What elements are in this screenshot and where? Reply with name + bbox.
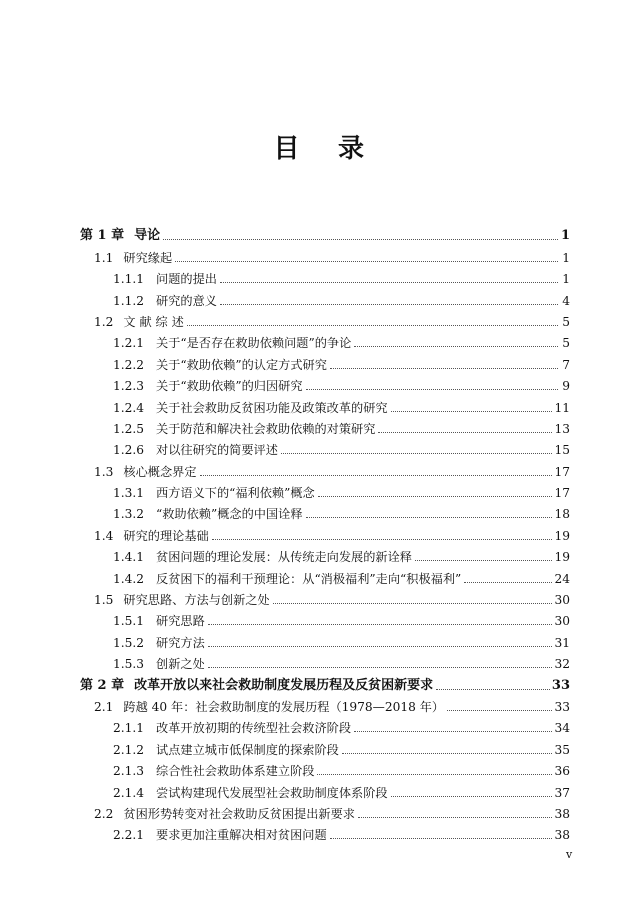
toc-entry-label [113, 272, 217, 286]
toc-entry-title: 研究缘起 [123, 250, 173, 265]
toc-entry-title: 改革开放以来社会救助制度发展历程及反贫困新要求 [134, 677, 434, 693]
toc-entry-label [113, 401, 388, 415]
dot-leader [208, 623, 553, 625]
toc-entry-number: 1.3.2 [113, 507, 145, 522]
toc-entry-title: 核心概念界定 [123, 464, 197, 479]
toc-entry-title: 研究的意义 [156, 293, 217, 308]
toc-entry-section[interactable] [80, 457, 570, 478]
dot-leader [281, 452, 553, 454]
dot-leader [358, 816, 553, 818]
toc-entry-sub[interactable] [80, 329, 570, 350]
toc-entry-number: 2.2 [94, 806, 114, 821]
dot-leader [208, 666, 553, 668]
dot-leader [175, 260, 558, 262]
dot-leader [436, 688, 550, 690]
toc-entry-label [113, 358, 327, 372]
toc-entry-number: 1.4 [94, 528, 114, 543]
toc-entry-label [113, 614, 205, 628]
toc-entry-label [113, 294, 217, 308]
toc-entry-label [80, 679, 433, 693]
toc-entry-label [113, 657, 205, 671]
toc-entry-title: 尝试构建现代发展型社会救助制度体系阶段 [156, 785, 388, 800]
toc-entry-label [113, 507, 303, 521]
toc-entry-title: 跨越 40 年：社会救助制度的发展历程（1978—2018 年） [123, 699, 445, 714]
toc-entry-label [94, 529, 209, 543]
toc-entry-sub[interactable] [80, 607, 570, 628]
toc-entry-label [113, 379, 303, 393]
toc-entry-label [80, 229, 160, 243]
toc-entry-number: 第 2 章 [80, 677, 125, 693]
toc-entry-number: 1.2 [94, 314, 114, 329]
toc-entry-title: “救助依赖”概念的中国诠释 [156, 507, 303, 522]
toc-entry-title: 关于“救助依赖”的认定方式研究 [156, 357, 327, 372]
toc-entry-sub[interactable] [80, 350, 570, 371]
toc-entry-number: 1.2.1 [113, 336, 145, 351]
toc-entry-page: 32 [554, 657, 570, 672]
dot-leader [354, 345, 558, 347]
toc-entry-number: 2.2.1 [113, 828, 145, 843]
toc-entry-label [94, 700, 444, 714]
toc-entry-sub[interactable] [80, 628, 570, 649]
toc-entry-number: 1.1.2 [113, 293, 145, 308]
dot-leader [391, 410, 553, 412]
toc-entry-page: 13 [554, 421, 570, 436]
toc-entry-sub[interactable] [80, 757, 570, 778]
toc-entry-title: 创新之处 [156, 657, 205, 672]
toc-entry-section[interactable] [80, 521, 570, 542]
toc-entry-title: 西方语义下的“福利依赖”概念 [156, 486, 315, 501]
toc-entry-number: 2.1 [94, 699, 114, 714]
dot-leader [306, 516, 553, 518]
title-char-1: 目 [273, 134, 300, 164]
dot-leader [208, 645, 553, 647]
toc-entry-title: 文 献 综 述 [123, 314, 184, 329]
toc-entry-chapter[interactable] [80, 671, 570, 692]
dot-leader [220, 281, 558, 283]
toc-entry-number: 2.1.4 [113, 785, 145, 800]
toc-entry-label [94, 593, 270, 607]
toc-entry-title: 关于“是否存在救助依赖问题”的争论 [156, 336, 352, 351]
toc-entry-chapter[interactable] [80, 222, 570, 243]
dot-leader [318, 495, 553, 497]
toc-entry-title: 综合性社会救助体系建立阶段 [156, 764, 315, 779]
toc-entry-section[interactable] [80, 800, 570, 821]
toc-entry-page: 5 [562, 314, 570, 329]
toc-entry-title: 试点建立城市低保制度的探索阶段 [156, 742, 339, 757]
toc-entry-section[interactable] [80, 693, 570, 714]
toc-entry-title: 贫困问题的理论发展：从传统走向发展的新诠释 [156, 550, 412, 565]
toc-entry-label [113, 336, 351, 350]
toc-entry-page: 5 [562, 336, 570, 351]
page-title [0, 128, 638, 165]
toc-entry-page: 7 [562, 357, 570, 372]
toc-entry-label [113, 721, 351, 735]
toc-entry-label [94, 251, 172, 265]
toc-entry-title: 贫困形势转变对社会救助反贫困提出新要求 [123, 806, 355, 821]
toc-entry-number: 1.3.1 [113, 486, 145, 501]
toc-entry-sub[interactable] [80, 372, 570, 393]
dot-leader [306, 388, 558, 390]
dot-leader [415, 559, 553, 561]
toc-entry-label [113, 486, 315, 500]
toc-entry-title: 关于社会救助反贫困功能及政策改革的研究 [156, 400, 388, 415]
toc-entry-page: 38 [554, 806, 570, 821]
toc-entry-page: 35 [554, 742, 570, 757]
toc-entry-title: 研究的理论基础 [123, 528, 209, 543]
toc-entry-sub[interactable] [80, 500, 570, 521]
toc-entry-section[interactable] [80, 308, 570, 329]
toc-entry-page: 18 [554, 507, 570, 522]
toc-entry-page: 30 [554, 614, 570, 629]
toc-entry-number: 1.2.5 [113, 421, 145, 436]
toc-entry-page: 9 [562, 379, 570, 394]
dot-leader [163, 238, 558, 240]
toc-entry-sub[interactable] [80, 564, 570, 585]
toc-entry-label [94, 315, 184, 329]
toc-entry-sub[interactable] [80, 393, 570, 414]
toc-entry-title: 关于防范和解决社会救助依赖的对策研究 [156, 421, 376, 436]
toc-entry-number: 第 1 章 [80, 228, 125, 244]
toc-entry-label [113, 828, 327, 842]
toc-entry-sub[interactable] [80, 415, 570, 436]
toc-entry-number: 1.2.2 [113, 357, 145, 372]
toc-entry-page: 17 [554, 486, 570, 501]
toc-entry-page: 19 [554, 528, 570, 543]
toc-entry-number: 1.5.3 [113, 657, 145, 672]
toc-entry-number: 1.2.6 [113, 443, 145, 458]
toc-entry-sub[interactable] [80, 265, 570, 286]
toc-entry-page: 15 [554, 443, 570, 458]
toc-entry-label [94, 465, 197, 479]
toc-entry-page: 1 [562, 250, 570, 265]
toc-entry-title: 导论 [134, 228, 161, 244]
toc-entry-page: 30 [554, 593, 570, 608]
toc-entry-number: 1.2.4 [113, 400, 145, 415]
toc-entry-label [113, 550, 412, 564]
toc-entry-number: 1.1 [94, 250, 114, 265]
toc-entry-sub[interactable] [80, 286, 570, 307]
toc-entry-page: 11 [554, 400, 570, 415]
toc-entry-label [94, 807, 355, 821]
dot-leader [464, 581, 552, 583]
toc-entry-page: 1 [562, 272, 570, 287]
toc-entry-title: 问题的提出 [156, 272, 217, 287]
toc-entry-number: 2.1.2 [113, 742, 145, 757]
toc-entry-section[interactable] [80, 243, 570, 264]
toc-entry-section[interactable] [80, 586, 570, 607]
toc-entry-title: 改革开放初期的传统型社会救济阶段 [156, 721, 352, 736]
toc-entry-page: 17 [554, 464, 570, 479]
toc-entry-page: 1 [560, 228, 570, 244]
toc-entry-number: 1.4.2 [113, 571, 145, 586]
dot-leader [317, 773, 552, 775]
toc-entry-title: 研究思路 [156, 614, 205, 629]
toc-entry-sub[interactable] [80, 543, 570, 564]
dot-leader [378, 431, 552, 433]
toc-entry-page: 37 [554, 785, 570, 800]
toc-entry-title: 反贫困下的福利干预理论：从“消极福利”走向“积极福利” [156, 571, 462, 586]
dot-leader [391, 795, 553, 797]
toc-entry-number: 2.1.1 [113, 721, 145, 736]
toc-entry-page: 36 [554, 764, 570, 779]
dot-leader [187, 324, 558, 326]
toc-entry-page: 33 [554, 699, 570, 714]
dot-leader [212, 538, 553, 540]
toc-entry-label [113, 743, 339, 757]
toc-entry-sub[interactable] [80, 436, 570, 457]
toc-entry-sub[interactable] [80, 650, 570, 671]
toc-entry-page: 4 [562, 293, 570, 308]
toc-entry-number: 1.3 [94, 464, 114, 479]
table-of-contents [80, 222, 570, 842]
toc-entry-number: 1.2.3 [113, 379, 145, 394]
toc-entry-label [113, 572, 461, 586]
page-number: v [566, 848, 573, 861]
toc-entry-page: 24 [554, 571, 570, 586]
toc-entry-number: 1.5.2 [113, 635, 145, 650]
toc-entry-title: 关于“救助依赖”的归因研究 [156, 379, 303, 394]
toc-entry-number: 2.1.3 [113, 764, 145, 779]
toc-entry-number: 1.1.1 [113, 272, 145, 287]
toc-entry-sub[interactable] [80, 735, 570, 756]
toc-entry-number: 1.5 [94, 593, 114, 608]
dot-leader [342, 752, 553, 754]
title-char-2: 录 [338, 134, 365, 164]
toc-entry-title: 要求更加注重解决相对贫困问题 [156, 828, 327, 843]
toc-entry-sub[interactable] [80, 821, 570, 842]
toc-entry-sub[interactable] [80, 778, 570, 799]
toc-entry-page: 38 [554, 828, 570, 843]
toc-entry-page: 31 [554, 635, 570, 650]
toc-entry-label [113, 422, 375, 436]
dot-leader [200, 474, 553, 476]
toc-entry-sub[interactable] [80, 714, 570, 735]
dot-leader [273, 602, 553, 604]
toc-entry-label [113, 636, 205, 650]
toc-entry-title: 对以往研究的简要评述 [156, 443, 278, 458]
dot-leader [220, 303, 558, 305]
toc-entry-sub[interactable] [80, 479, 570, 500]
toc-entry-title: 研究方法 [156, 635, 205, 650]
toc-entry-page: 33 [551, 677, 570, 693]
toc-entry-page: 19 [554, 550, 570, 565]
toc-entry-number: 1.5.1 [113, 614, 145, 629]
dot-leader [447, 709, 552, 711]
toc-entry-label [113, 443, 278, 457]
toc-entry-page: 34 [554, 721, 570, 736]
toc-entry-number: 1.4.1 [113, 550, 145, 565]
toc-entry-label [113, 786, 388, 800]
dot-leader [354, 730, 552, 732]
toc-entry-title: 研究思路、方法与创新之处 [123, 593, 270, 608]
toc-entry-label [113, 764, 314, 778]
dot-leader [330, 837, 553, 839]
dot-leader [330, 367, 558, 369]
